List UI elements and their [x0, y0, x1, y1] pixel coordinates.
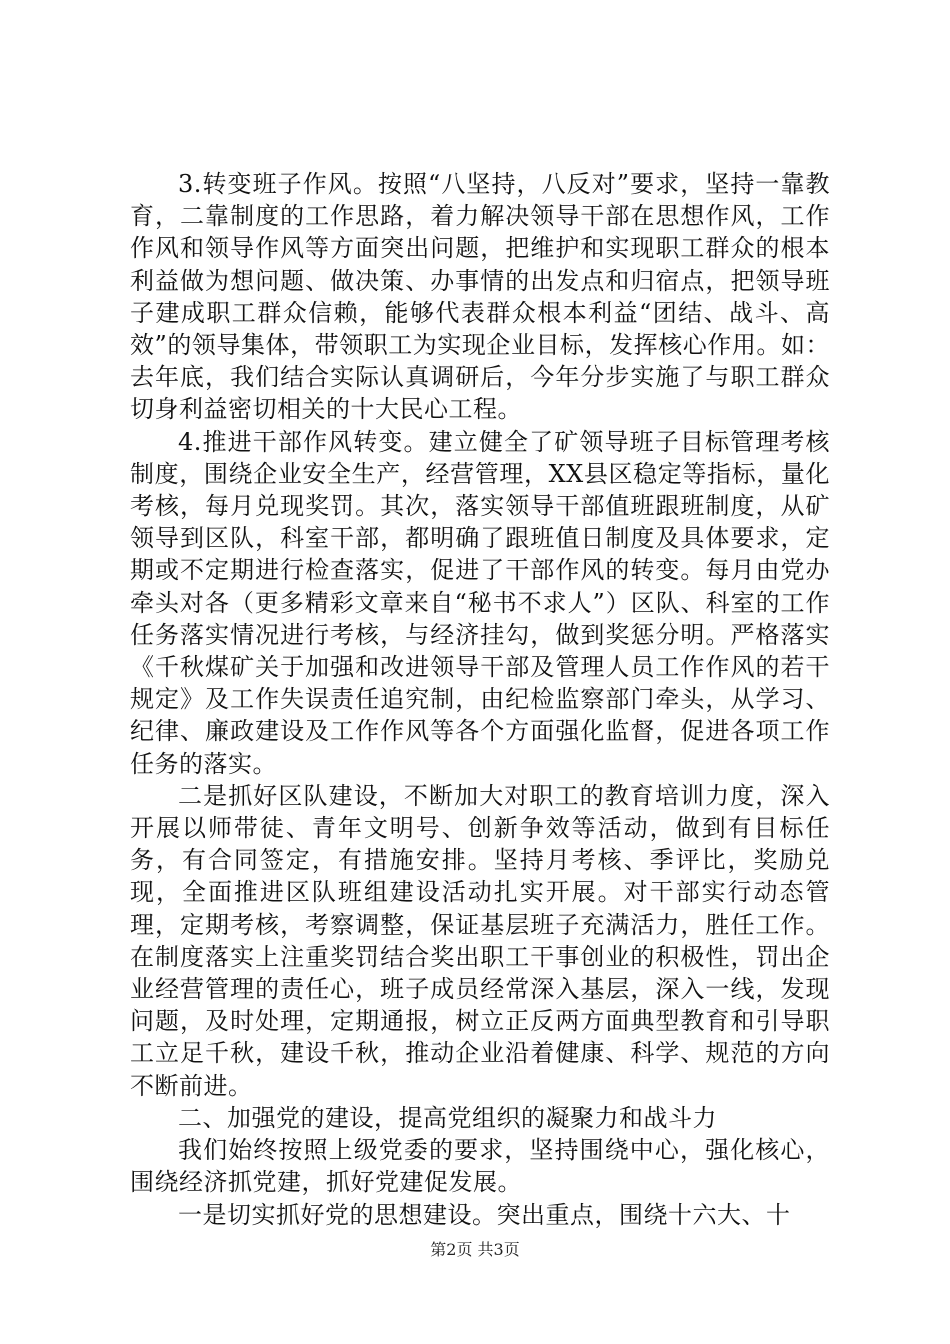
- paragraph-transform-leadership-style: 3.转变班子作风。按照“八坚持，八反对”要求，坚持一靠教育，二靠制度的工作思路，着力解决领导干部在思想作风，工作作风和领导作风等方面突出问题，把维护和实现职工群众的根本利益做为想问题、做决策、办事情的出发点和归宿点，把领导班子建成职工群众信赖，能够代表群众根本利益“团结、战斗、高效”的领导集体，带领职工为实现企业目标，发挥核心作用。如：去年底，我们结合实际认真调研后，今年分步实施了与职工群众切身利益密切相关的十大民心工程。: [130, 170, 830, 424]
- paragraph-ideological-building: 一是切实抓好党的思想建设。突出重点，围绕十六大、十: [178, 1200, 791, 1229]
- section-heading-party-building: 二、加强党的建设，提高党组织的凝聚力和战斗力: [178, 1103, 717, 1132]
- document-body: [130, 168, 830, 1231]
- paragraph-party-requirements: 我们始终按照上级党委的要求，坚持围绕中心，强化核心，围绕经济抓党建，抓好党建促发展。: [130, 1136, 830, 1197]
- paragraph-team-building: 二是抓好区队建设，不断加大对职工的教育培训力度，深入开展以师带徒、青年文明号、创新争效等活动，做到有目标任务，有合同签定，有措施安排。坚持月考核、季评比，奖励兑现，全面推进区队班组建设活动扎实开展。对干部实行动态管理，定期考核，考察调整，保证基层班子充满活力，胜任工作。在制度落实上注重奖罚结合奖出职工干事创业的积极性，罚出企业经营管理的责任心，班子成员经常深入基层，深入一线，发现问题，及时处理，定期通报，树立正反两方面典型教育和引导职工立足千秋，建设千秋，推动企业沿着健康、科学、规范的方向不断前进。: [130, 781, 830, 1100]
- paragraph-cadre-style-change: 4.推进干部作风转变。建立健全了矿领导班子目标管理考核制度，围绕企业安全生产，经营管理，XX县区稳定等指标，量化考核，每月兑现奖罚。其次，落实领导干部值班跟班制度，从矿领导到区队，科室干部，都明确了跟班值日制度及具体要求，定期或不定期进行检查落实，促进了干部作风的转变。每月由党办牵头对各（更多精彩文章来自“秘书不求人”）区队、科室的工作任务落实情况进行考核，与经济挂勾，做到奖惩分明。严格落实《千秋煤矿关于加强和改进领导干部及管理人员工作作风的若干规定》及工作失误责任追究制，由纪检监察部门牵头，从学习、纪律、廉政建设及工作作风等各个方面强化监督，促进各项工作任务的落实。: [130, 427, 830, 778]
- page-footer: 第2页 共3页: [430, 1240, 520, 1259]
